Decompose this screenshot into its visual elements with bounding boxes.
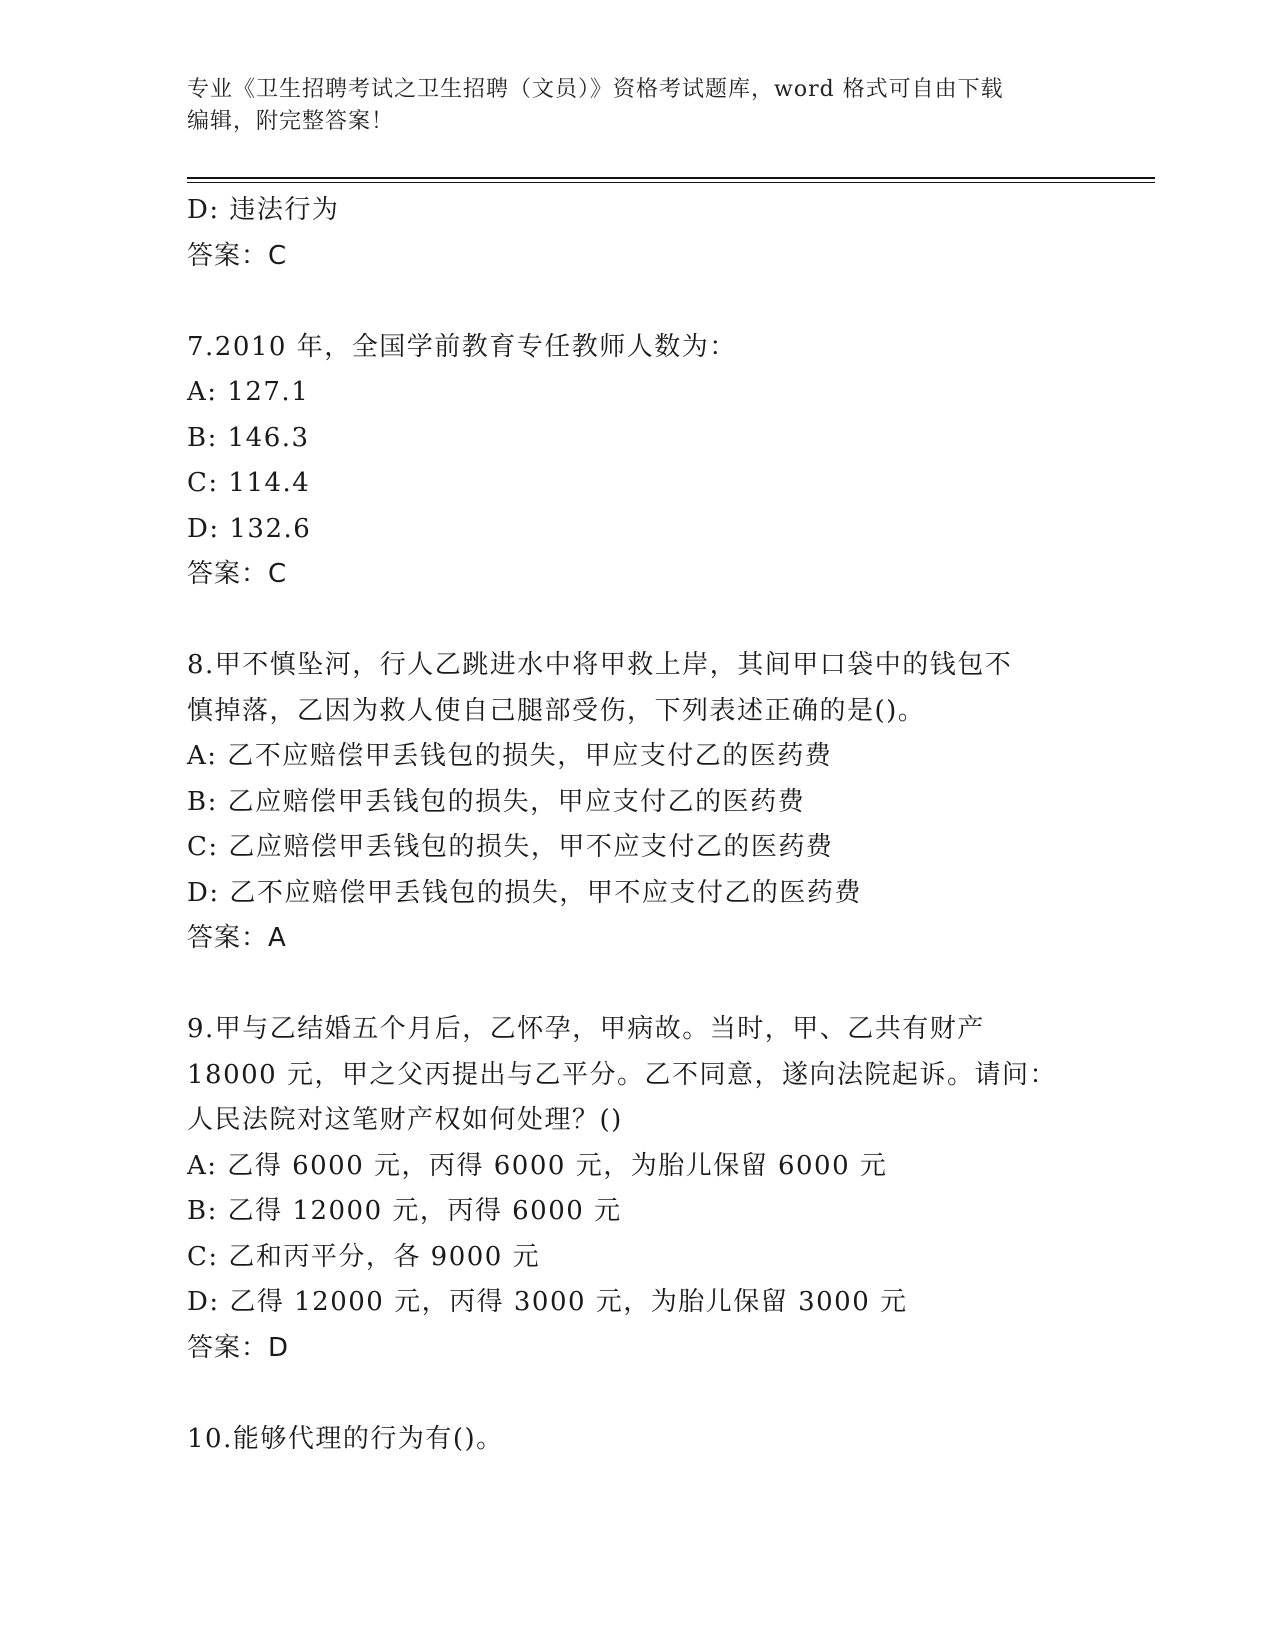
option-b: B: 146.3 [187,422,310,453]
question-9 [187,1007,1087,1371]
option-b: B: 乙应赔偿甲丢钱包的损失，甲应支付乙的医药费 [187,786,806,817]
option-c: C: 乙应赔偿甲丢钱包的损失，甲不应支付乙的医药费 [187,832,834,862]
option-c: C: 乙和丙平分，各 9000 元 [187,1241,541,1272]
option-d: D: 乙得 12000 元，丙得 3000 元，为胎儿保留 3000 元 [187,1287,908,1317]
question-list [187,188,1087,1462]
option-d: D: 违法行为 [187,195,340,225]
answer: 答案：D [187,1332,290,1363]
option-a: A: 乙不应赔偿甲丢钱包的损失，甲应支付乙的医药费 [187,741,833,771]
question-stem-line-2: 18000 元，甲之父丙提出与乙平分。乙不同意，遂向法院起诉。请问： [187,1059,1057,1090]
option-b: B: 乙得 12000 元，丙得 6000 元 [187,1196,622,1226]
spacer [187,962,1087,1008]
question-stem-line-2: 慎掉落，乙因为救人使自己腿部受伤，下列表述正确的是()。 [187,695,926,726]
question-8 [187,643,1087,962]
answer: 答案：A [187,923,287,953]
spacer [187,279,1087,325]
question-stem: 7.2010 年，全国学前教育专任教师人数为： [187,331,737,362]
question-stem-line-1: 8.甲不慎坠河，行人乙跳进水中将甲救上岸，其间甲口袋中的钱包不 [187,650,1013,680]
question-stem-line-1: 9.甲与乙结婚五个月后，乙怀孕，甲病故。当时，甲、乙共有财产 [187,1014,985,1044]
option-c: C: 114.4 [187,468,311,498]
question-stem-line-3: 人民法院对这笔财产权如何处理？() [187,1105,623,1135]
header-line-2: 编辑，附完整答案！ [187,109,395,134]
option-a: A: 乙得 6000 元，丙得 6000 元，为胎儿保留 6000 元 [187,1150,888,1181]
question-7 [187,325,1087,598]
spacer [187,598,1087,644]
header-line-1: 专业《卫生招聘考试之卫生招聘（文员）》资格考试题库，word 格式可自由下载 [187,77,1004,102]
question-6 [187,188,1087,279]
option-d: D: 乙不应赔偿甲丢钱包的损失，甲不应支付乙的医药费 [187,877,862,908]
header-divider-thin [187,182,1155,183]
option-d: D: 132.6 [187,513,312,544]
option-a: A: 127.1 [187,377,310,407]
answer: 答案：C [187,240,288,271]
document-header [187,74,1087,138]
answer: 答案：C [187,559,288,589]
question-stem: 10.能够代理的行为有()。 [187,1423,504,1454]
header-divider-thick [187,177,1155,179]
spacer [187,1371,1087,1417]
question-10 [187,1417,1087,1463]
